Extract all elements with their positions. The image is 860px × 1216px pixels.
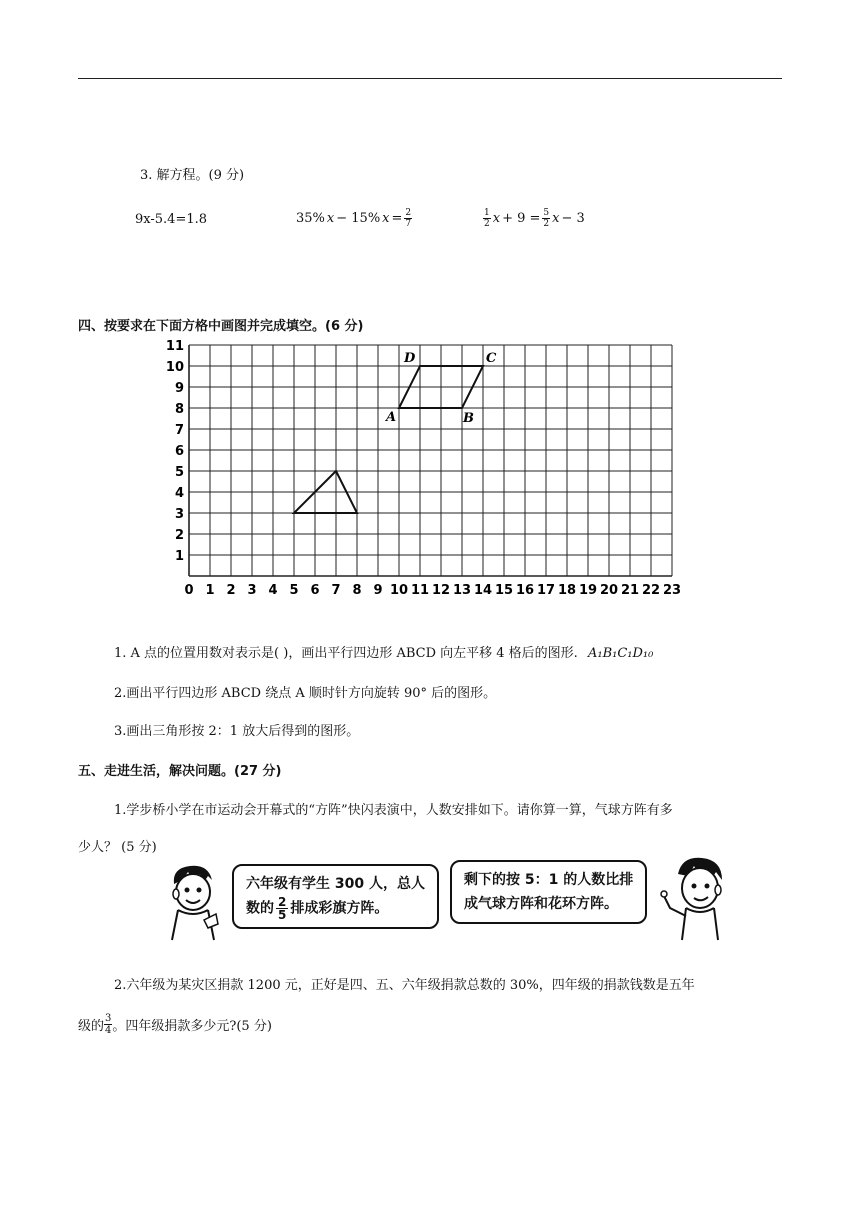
point-label-b: B bbox=[463, 411, 474, 426]
x-tick-label: 6 bbox=[310, 583, 320, 598]
task-1-text: 1. A 点的位置用数对表示是( )，画出平行四边形 ABCD 向左平移 4 格后的图形. A₁B₁C₁D₁₀ bbox=[114, 646, 654, 661]
x-tick-label: 2 bbox=[226, 583, 236, 598]
point-label-d: D bbox=[404, 351, 416, 366]
x-tick-label: 18 bbox=[557, 583, 577, 598]
y-tick-label: 7 bbox=[174, 423, 184, 438]
y-tick-label: 11 bbox=[165, 339, 184, 354]
x-tick-label: 23 bbox=[662, 583, 682, 598]
section-5-title: 五、走进生活，解决问题。(27 分) bbox=[78, 764, 282, 779]
y-tick-label: 5 bbox=[174, 465, 184, 480]
x-tick-label: 21 bbox=[620, 583, 640, 598]
boy-cartoon-left-icon bbox=[160, 862, 230, 944]
x-tick-label: 20 bbox=[599, 583, 619, 598]
x-tick-label: 8 bbox=[352, 583, 362, 598]
equation-2: 35% x − 15% x = $\frac{2}{7}$ bbox=[296, 208, 412, 229]
x-tick-label: 1 bbox=[205, 583, 215, 598]
y-tick-label: 9 bbox=[174, 381, 184, 396]
equation-3: $\frac{1}{2}$ x + 9 = $\frac{5}{2}$ x − 3 bbox=[484, 208, 585, 229]
y-tick-label: 10 bbox=[165, 360, 184, 375]
y-tick-label: 1 bbox=[174, 549, 184, 564]
y-tick-label: 4 bbox=[174, 486, 184, 501]
x-tick-label: 10 bbox=[389, 583, 409, 598]
x-tick-label: 4 bbox=[268, 583, 278, 598]
x-tick-label: 5 bbox=[289, 583, 299, 598]
y-tick-label: 3 bbox=[174, 507, 184, 522]
problem-2-line-2: 级的 $\frac{3}{4}$ 。四年级捐款多少元?(5 分) bbox=[78, 1013, 272, 1036]
x-tick-label: 12 bbox=[431, 583, 451, 598]
x-tick-label: 7 bbox=[331, 583, 341, 598]
coordinate-grid bbox=[160, 339, 700, 620]
task-3-text: 3.画出三角形按 2：1 放大后得到的图形。 bbox=[114, 724, 360, 739]
x-tick-label: 14 bbox=[473, 583, 493, 598]
y-tick-label: 6 bbox=[174, 444, 184, 459]
x-tick-label: 17 bbox=[536, 583, 556, 598]
q3-title: 3. 解方程。(9 分) bbox=[140, 168, 245, 183]
point-label-c: C bbox=[486, 351, 497, 366]
speech-bubble-1: 六年级有学生 300 人，总人 数的 $\frac{2}{5}$ 排成彩旗方阵。 bbox=[232, 864, 439, 929]
x-tick-label: 15 bbox=[494, 583, 514, 598]
boy-cartoon-right-icon bbox=[656, 852, 736, 944]
x-tick-label: 0 bbox=[184, 583, 194, 598]
x-tick-label: 19 bbox=[578, 583, 598, 598]
x-tick-label: 16 bbox=[515, 583, 535, 598]
x-tick-label: 9 bbox=[373, 583, 383, 598]
problem-2-line-1: 2.六年级为某灾区捐款 1200 元，正好是四、五、六年级捐款总数的 30%，四年级的捐款钱数是五年 bbox=[114, 978, 695, 993]
problem-1-line-1: 1.学步桥小学在市运动会开幕式的“方阵”快闪表演中，人数安排如下。请你算一算，气球方阵有多 bbox=[114, 803, 673, 818]
section-4-title: 四、按要求在下面方格中画图并完成填空。(6 分) bbox=[78, 319, 364, 334]
point-label-a: A bbox=[386, 410, 397, 425]
task-2-text: 2.画出平行四边形 ABCD 绕点 A 顺时针方向旋转 90° 后的图形。 bbox=[114, 686, 497, 701]
problem-1-line-2: 少人？ (5 分) bbox=[78, 840, 157, 855]
x-tick-label: 11 bbox=[410, 583, 430, 598]
y-tick-label: 2 bbox=[174, 528, 184, 543]
y-tick-label: 8 bbox=[174, 402, 184, 417]
x-tick-label: 3 bbox=[247, 583, 257, 598]
task-1-math: A₁B₁C₁D₁₀ bbox=[587, 646, 654, 661]
x-tick-label: 13 bbox=[452, 583, 472, 598]
x-tick-label: 22 bbox=[641, 583, 661, 598]
header-rule bbox=[78, 78, 782, 79]
speech-bubble-2: 剩下的按 5：1 的人数比排 成气球方阵和花环方阵。 bbox=[450, 860, 647, 924]
equation-1: 9x-5.4=1.8 bbox=[135, 212, 208, 227]
